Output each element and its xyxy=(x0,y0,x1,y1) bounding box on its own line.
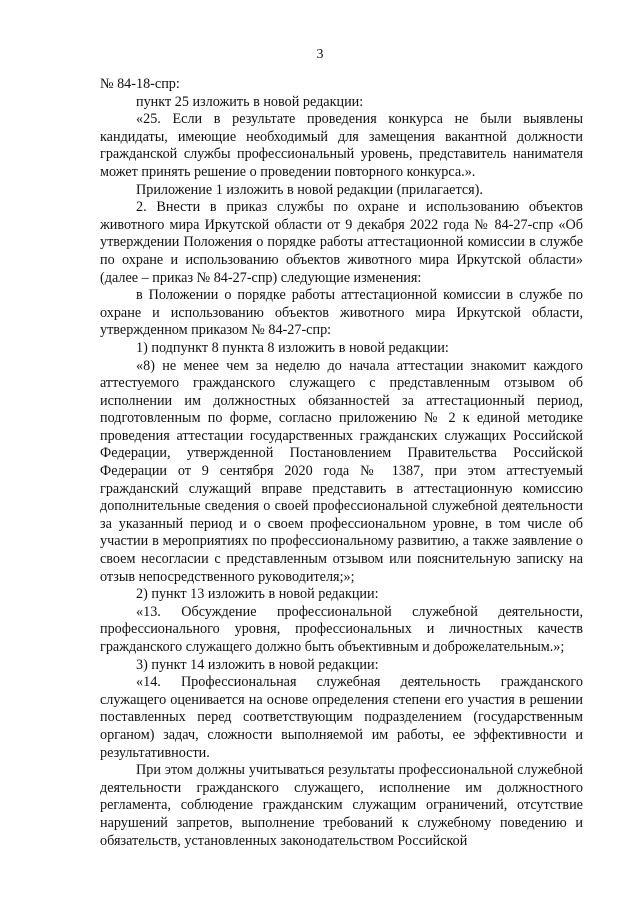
paragraph: «14. Профессиональная служебная деятельность гражданского служащего оценивается на основе определения степени его участия в решении поставленных перед соответствующим подразделением (государственным органом) задач, сложности выполняемой им работы, ее эффективности и результативности. xyxy=(100,674,583,761)
paragraph: «13. Обсуждение профессиональной служебной деятельности, профессионального уровня, профессиональных и личностных качеств гражданского служащего должно быть объективным и доброжелательным.»; xyxy=(100,603,583,655)
paragraph: 2. Внести в приказ службы по охране и использованию объектов животного мира Иркутской области от 9 декабря 2022 года № 84-27-спр «Об утверждении Положения о порядке работы аттестационной комиссии в службе по охране и использованию объектов животного мира Иркутской области» (далее – приказ № 84-27-спр) следующие изменения: xyxy=(100,199,583,286)
paragraph: Приложение 1 изложить в новой редакции (прилагается). xyxy=(136,181,483,198)
paragraph: 2) пункт 13 изложить в новой редакции: xyxy=(136,586,379,603)
document-body xyxy=(100,76,583,850)
paragraph: «25. Если в результате проведения конкурса не были выявлены кандидаты, имеющие необходимый для замещения вакантной должности гражданской службы профессиональный уровень, представитель нанимателя может принять решение о проведении повторного конкурса.». xyxy=(100,111,583,180)
paragraph: «8) не менее чем за неделю до начала аттестации знакомит каждого аттестуемого гражданского служащего с представленным отзывом об исполнении им должностных обязанностей за аттестационный период, подготовленным по форме, согласно приложению № 2 к единой методике проведения аттестации государственных гражданских служащих Российской Федерации, утвержденной Постановлением Правительства Российской Федерации от 9 сентября 2020 года № 1387, при этом аттестуемый гражданский служащий вправе представить в аттестационную комиссию дополнительные сведения о своей профессиональной служебной деятельности за указанный период и о своем профессиональном уровне, в том числе об участии в мероприятиях по профессиональному развитию, а также заявление о своем несогласии с представленным отзывом или пояснительную записку на отзыв непосредственного руководителя;»; xyxy=(100,357,583,585)
page-number: 3 xyxy=(316,47,324,62)
paragraph: 1) подпункт 8 пункта 8 изложить в новой редакции: xyxy=(136,339,449,356)
paragraph: № 84-18-спр: xyxy=(100,76,180,92)
paragraph: При этом должны учитываться результаты профессиональной служебной деятельности гражданского служащего, исполнение им должностного регламента, соблюдение гражданским служащим ограничений, отсутствие нарушений запретов, выполнение требований к служебному поведению и обязательств, установленных законодательством Российской xyxy=(100,762,583,849)
paragraph: пункт 25 изложить в новой редакции: xyxy=(136,93,364,110)
paragraph: 3) пункт 14 изложить в новой редакции: xyxy=(136,656,379,673)
paragraph: в Положении о порядке работы аттестационной комиссии в службе по охране и использованию объектов животного мира Иркутской области, утвержденном приказом № 84-27-спр: xyxy=(100,287,583,339)
